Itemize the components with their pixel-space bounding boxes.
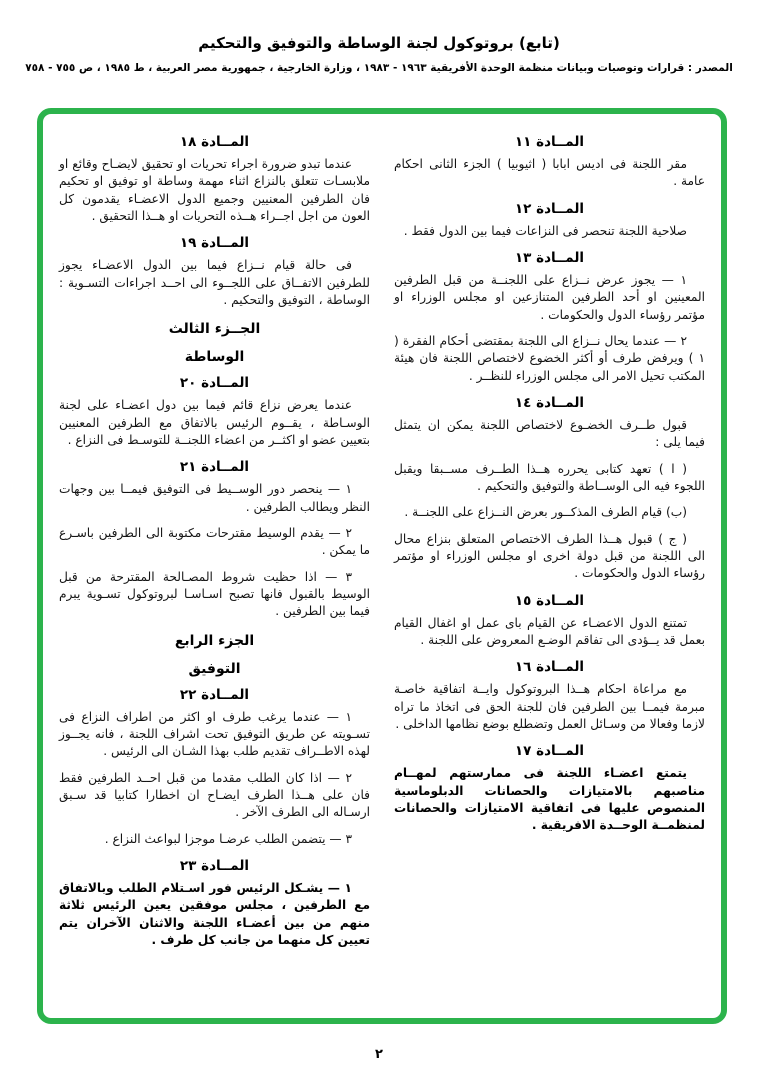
paragraph: عندما يعرض نزاع قائم فيما بين دول اعضـاء على لجنة الوسـاطة ، يقــوم الرئيس بالاتفاق مع الطرفين المعنيين بتعيين عضو او اكثــر من اعضاء اللجنــة للتوسـط فى النزاع . (59, 398, 370, 447)
paragraph: ١ — يشـكل الرئيس فور اسـتلام الطلب وبالاتفاق مع الطرفين ، مجلس موفقين يعين الرئيس ثلاثة منهم من بين أعضـاء اللجنة والاثنان الآخران يتم تعيين كل منهما من جانب كل طرف . (59, 880, 370, 947)
article-heading: المــادة ٢٣ (179, 857, 250, 874)
part-heading: التوفيق (188, 660, 241, 677)
paragraph: ١ — ينحصر دور الوســيط فى التوفيق فيمــا بين وجهات النظر ويطالب الطرفين . (59, 482, 370, 514)
column-right (394, 124, 705, 958)
paragraph: فى حالة قيام نــزاع فيما بين الدول الاعضـاء يجوز للطرفين الاتفــاق على اللجــوء الى احــد اجراءات التسـوية : الوساطة ، التوفيق والتحكيم . (59, 258, 370, 307)
paragraph: صلاحية اللجنة تنحصر فى النزاعات فيما بين الدول فقط . (403, 223, 687, 238)
article-heading: المــادة ١٤ (514, 394, 585, 411)
source-line: المصدر : قرارات وتوصيات وبيانات منظمة الوحدة الأفريقية ١٩٦٣ - ١٩٨٣ ، وزارة الخارجية ، جمهورية مصر العربية ، ط ١٩٨٥ ، ص ٧٥٥ - ٧٥٨ (25, 62, 733, 74)
paragraph: قبول طــرف الخضـوع لاختصاص اللجنة يمكن ان يتمثل فيما يلى : (394, 417, 705, 450)
paragraph: ٣ — اذا حظيت شروط المصـالحة المقترحة من قبل الوسيط بالقبول فانها تصبح اسـاسـا لبروتوكول تسـوية يبرم فيما بين الطرفين . (59, 569, 370, 619)
paragraph: ( ا ) تعهد كتابى يحرره هــذا الطــرف مســبقا ويقبل اللجوء فيه الى الوســاطة والتوفيق والتحكيم . (394, 461, 705, 493)
paragraph: يتمتع اعضـاء اللجنة فى ممارستهم لمهــام مناصبهم بالامتيازات والحصانات الدبلوماسية المنصوص عليها فى اتفاقية الامتيازات والحصانات لمنظمــة الوحــدة الافريقية . (394, 766, 705, 833)
article-heading: المــادة ٢٠ (179, 375, 250, 392)
part-heading: الوساطة (184, 349, 245, 366)
paragraph: ٣ — يتضمن الطلب عرضـا موجزا لبواعث النزاع . (104, 831, 352, 846)
green-border-frame (37, 108, 727, 1024)
article-heading: المــادة ١٦ (514, 659, 585, 676)
paragraph: ٢ — يقدم الوسيط مقترحات مكتوبة الى الطرفين باسـرع ما يمكن . (59, 525, 370, 558)
article-heading: المــادة ١٣ (514, 249, 585, 266)
document-title: (تابع) بروتوكول لجنة الوساطة والتوفيق والتحكيم (198, 34, 560, 52)
column-left (59, 124, 370, 958)
paragraph: ٢ — اذا كان الطلب مقدما من قبل احــد الطرفين فقط فان على هــذا الطرف ايضـاح ان اخطارا كتابيا قد سـبق ارسـاله الى الطرف الآخر . (59, 770, 370, 820)
page-number: ٢ (375, 1047, 383, 1062)
article-heading: المــادة ١٢ (514, 200, 585, 217)
paragraph: عندما تبدو ضرورة اجراء تحريات او تحقيق لايضـاح وقائع او ملابسـات تتعلق بالنزاع اثناء مهمة وساطة او توفيق او تحكيم فان الطرفين المعنيين وجميع الدول الاعضـاء يقدمون كل العون من اجل اجــراء هــذه التحريات او هــذا التحقيق . (59, 157, 370, 223)
page-header (0, 34, 758, 74)
two-column-layout (43, 114, 721, 966)
paragraph: ١ — يجوز عرض نــزاع على اللجنــة من قبل الطرفين المعينين او أحد الطرفين المتنازعين او مجلس الوزراء او مؤتمر رؤساء الدول والحكومات . (394, 272, 705, 322)
paragraph: ١ — عندما يرغب طرف او اكثر من اطراف النزاع فى تسـويته عن طريق التوفيق تحت اشراف اللجنة ، فانه يجــوز لهذه الاطــراف تقديم طلب بهذا الشـان الى الرئيس . (59, 709, 370, 759)
article-heading: المــادة ٢١ (179, 459, 250, 476)
part-heading: الجزء الرابع (174, 632, 255, 649)
article-heading: المــادة ١٩ (179, 235, 250, 252)
article-heading: المــادة ١٥ (514, 592, 585, 609)
article-heading: المــادة ١١ (514, 134, 585, 150)
part-heading: الجــزء الثالث (168, 321, 261, 338)
article-heading: المــادة ١٧ (514, 743, 585, 760)
article-heading: المــادة ٢٢ (179, 686, 250, 703)
article-heading: المــادة ١٨ (179, 134, 250, 150)
paragraph: ٢ — عندما يحال نــزاع الى اللجنة بمقتضى أحكام الفقرة ( ١ ) ويرفض طرف أو أكثر الخضوع لاختصاص اللجنة فان هيئة المكتب تحيل الامر الى مجلس الوزراء للنظــر . (394, 333, 705, 383)
paragraph: ( ج ) قبول هــذا الطرف الاختصاص المتعلق بنزاع محال الى اللجنة من قبل دولة اخرى او مجلس الوزراء او مؤتمر رؤساء الدول والحكومات . (394, 531, 705, 581)
paragraph: تمتنع الدول الاعضـاء عن القيام باى عمل او اغفال القيام بعمل قد يــؤدى الى تفاقم الوضـع المعروض على اللجنة . (394, 615, 705, 647)
paragraph: مع مراعاة احكام هــذا البروتوكول وايــة اتفاقية خاصـة مبرمة فيمــا بين الطرفين فان للجنة الحق فى اتخاذ ما تراه لازما وفعالا من وسـائل العمل وتضطلع بوضع نظامها الداخلى . (394, 682, 705, 731)
paragraph: (ب) قيام الطرف المذكــور بعرض النــزاع على اللجنــة . (404, 505, 687, 520)
paragraph: مقر اللجنة فى اديس ابابا ( اثيوبيا ) الجزء الثانى احكام عامة . (394, 157, 705, 189)
